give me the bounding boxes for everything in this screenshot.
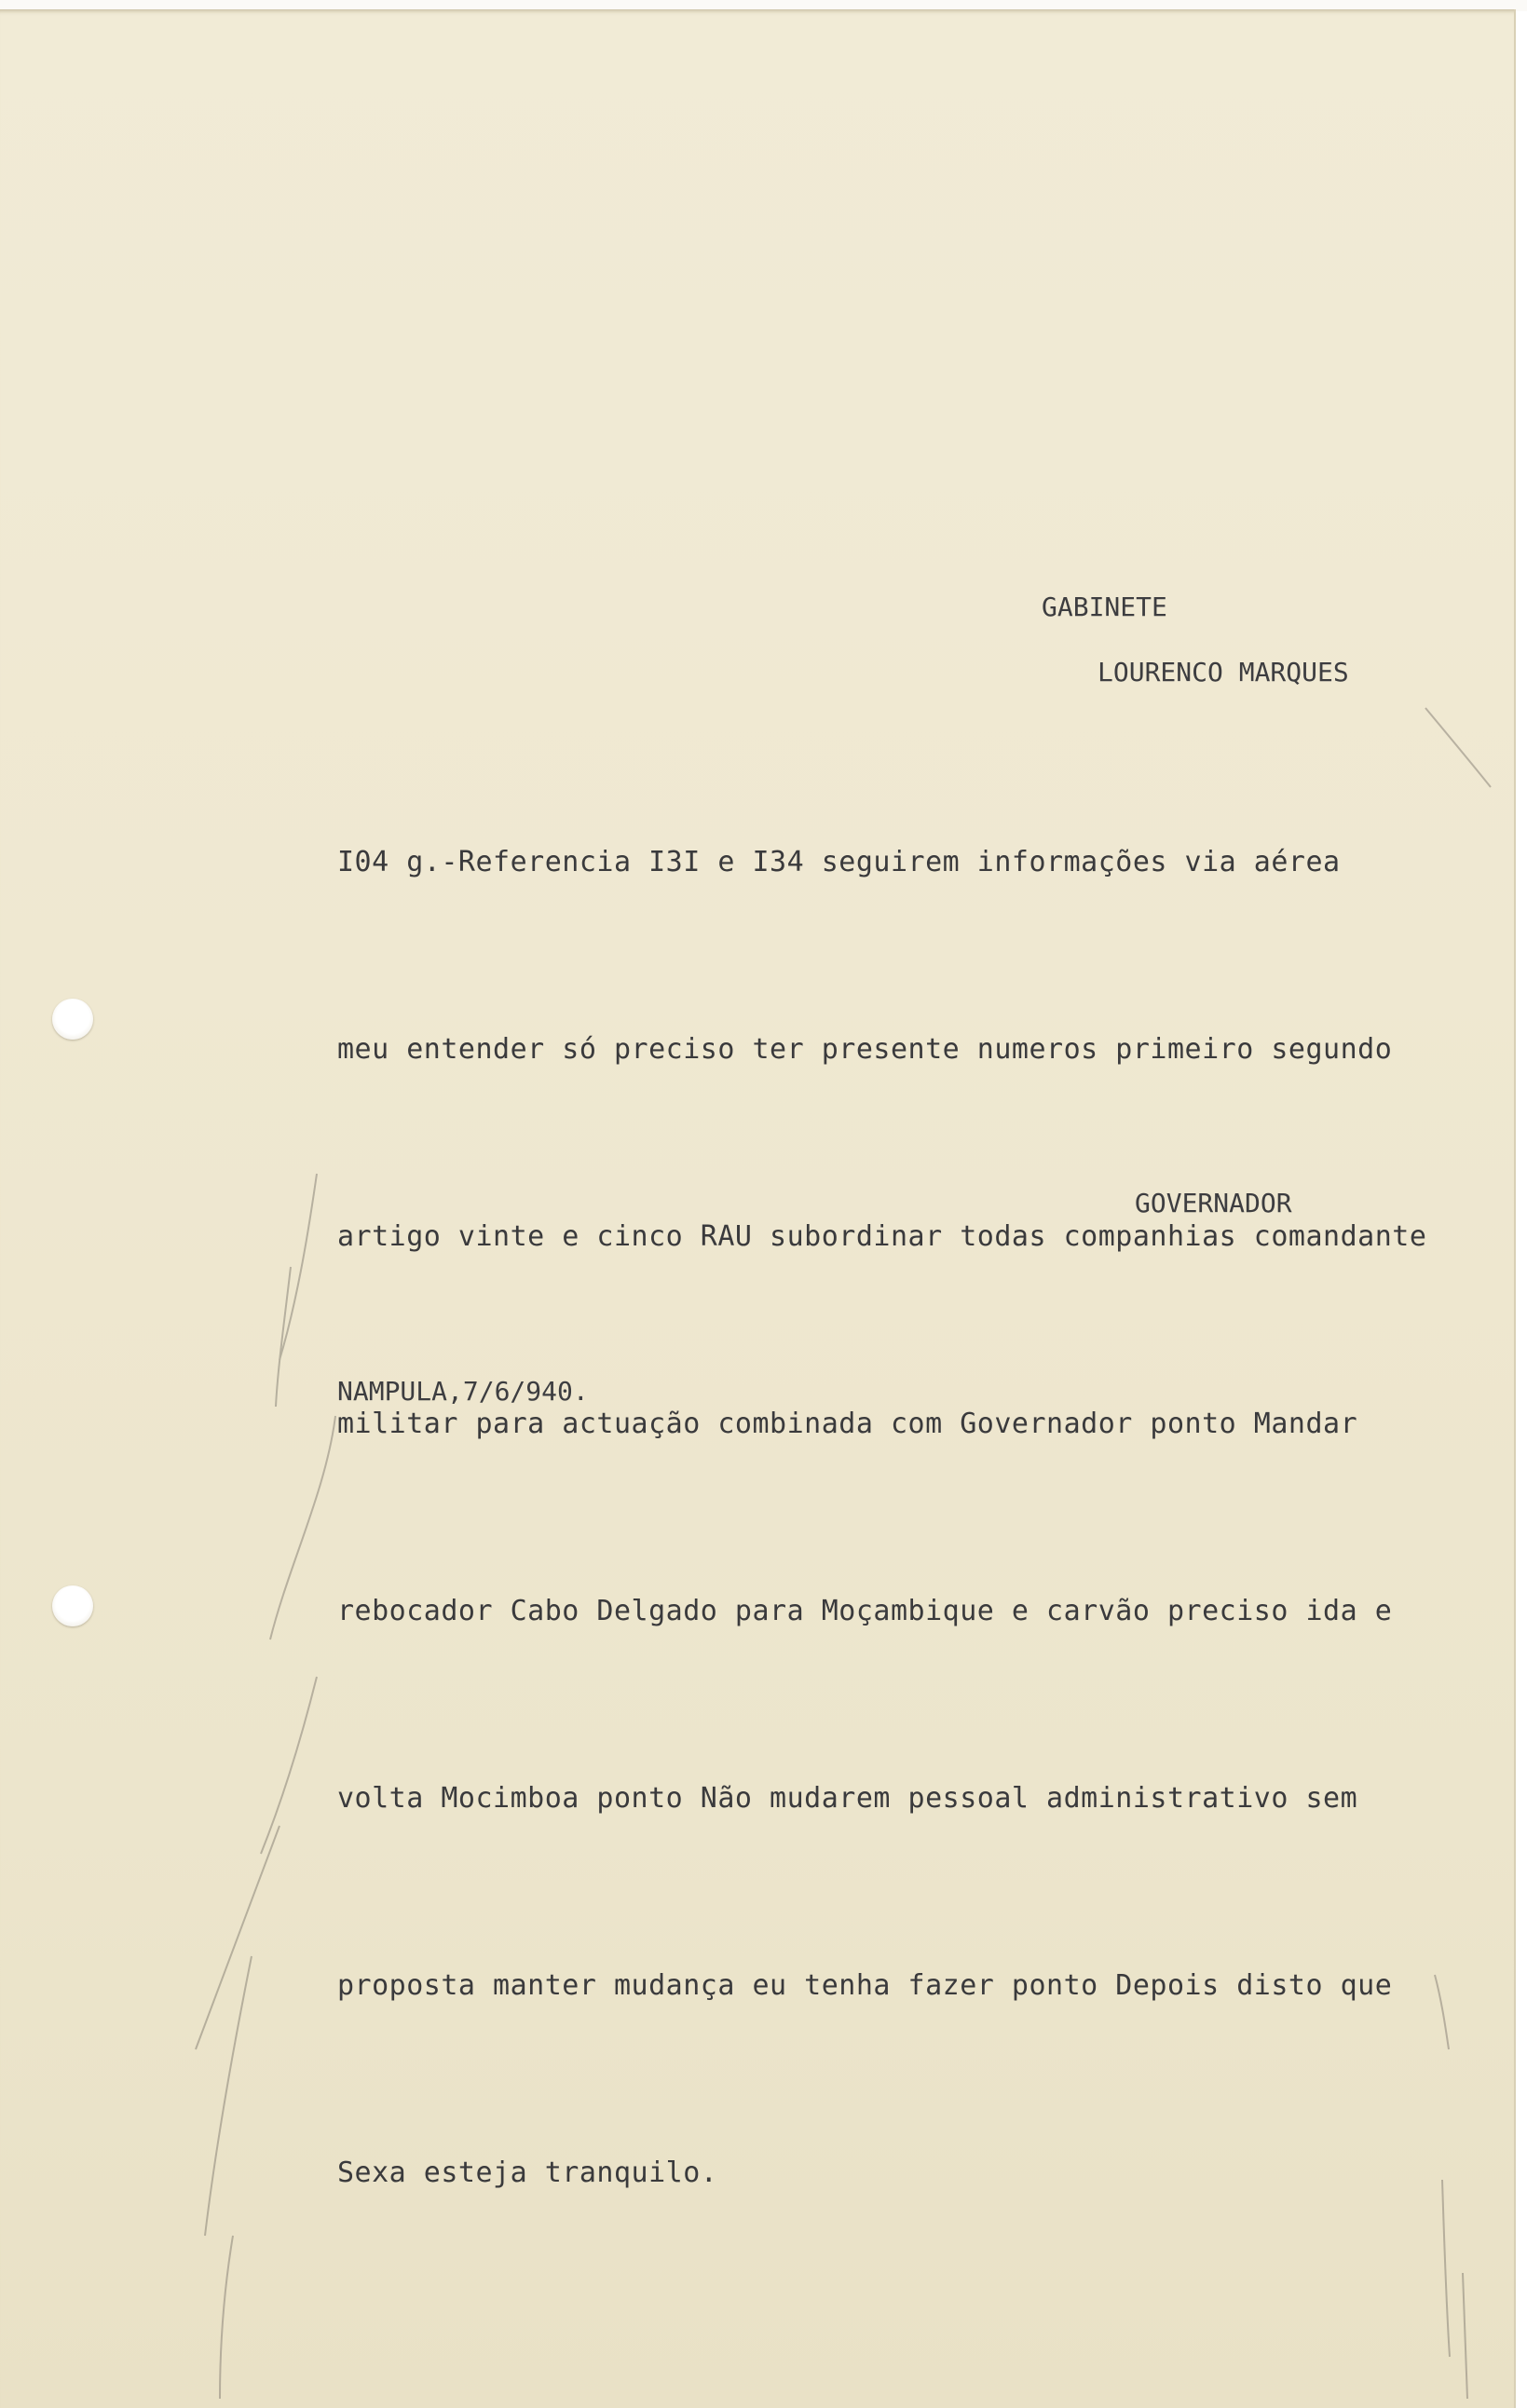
body-line: I04 g.-Referencia I3I e I34 seguirem informações via aérea <box>337 846 1341 878</box>
body-line: volta Mocimboa ponto Não mudarem pessoal administrativo sem <box>337 1782 1358 1815</box>
body-line: artigo vinte e cinco RAU subordinar todas companhias comandante <box>337 1220 1427 1253</box>
body-line: Sexa esteja tranquilo. <box>337 2156 718 2189</box>
body-line: militar para actuação combinada com Governador ponto Mandar <box>337 1408 1358 1440</box>
punch-hole-upper <box>52 999 93 1040</box>
header-gabinete: GABINETE <box>1042 592 1167 622</box>
telegram-body <box>337 706 1426 2266</box>
body-line: proposta manter mudança eu tenha fazer ponto Depois disto que <box>337 1969 1393 2002</box>
signature-governador: GOVERNADOR <box>1135 1188 1292 1218</box>
body-line: rebocador Cabo Delgado para Moçambique e carvão preciso ida e <box>337 1595 1393 1627</box>
punch-hole-lower <box>52 1585 93 1626</box>
header-lourenco-marques: LOURENCO MARQUES <box>1098 657 1349 687</box>
body-line: meu entender só preciso ter presente numeros primeiro segundo <box>337 1033 1393 1066</box>
place-and-date: NAMPULA,7/6/940. <box>337 1376 589 1407</box>
